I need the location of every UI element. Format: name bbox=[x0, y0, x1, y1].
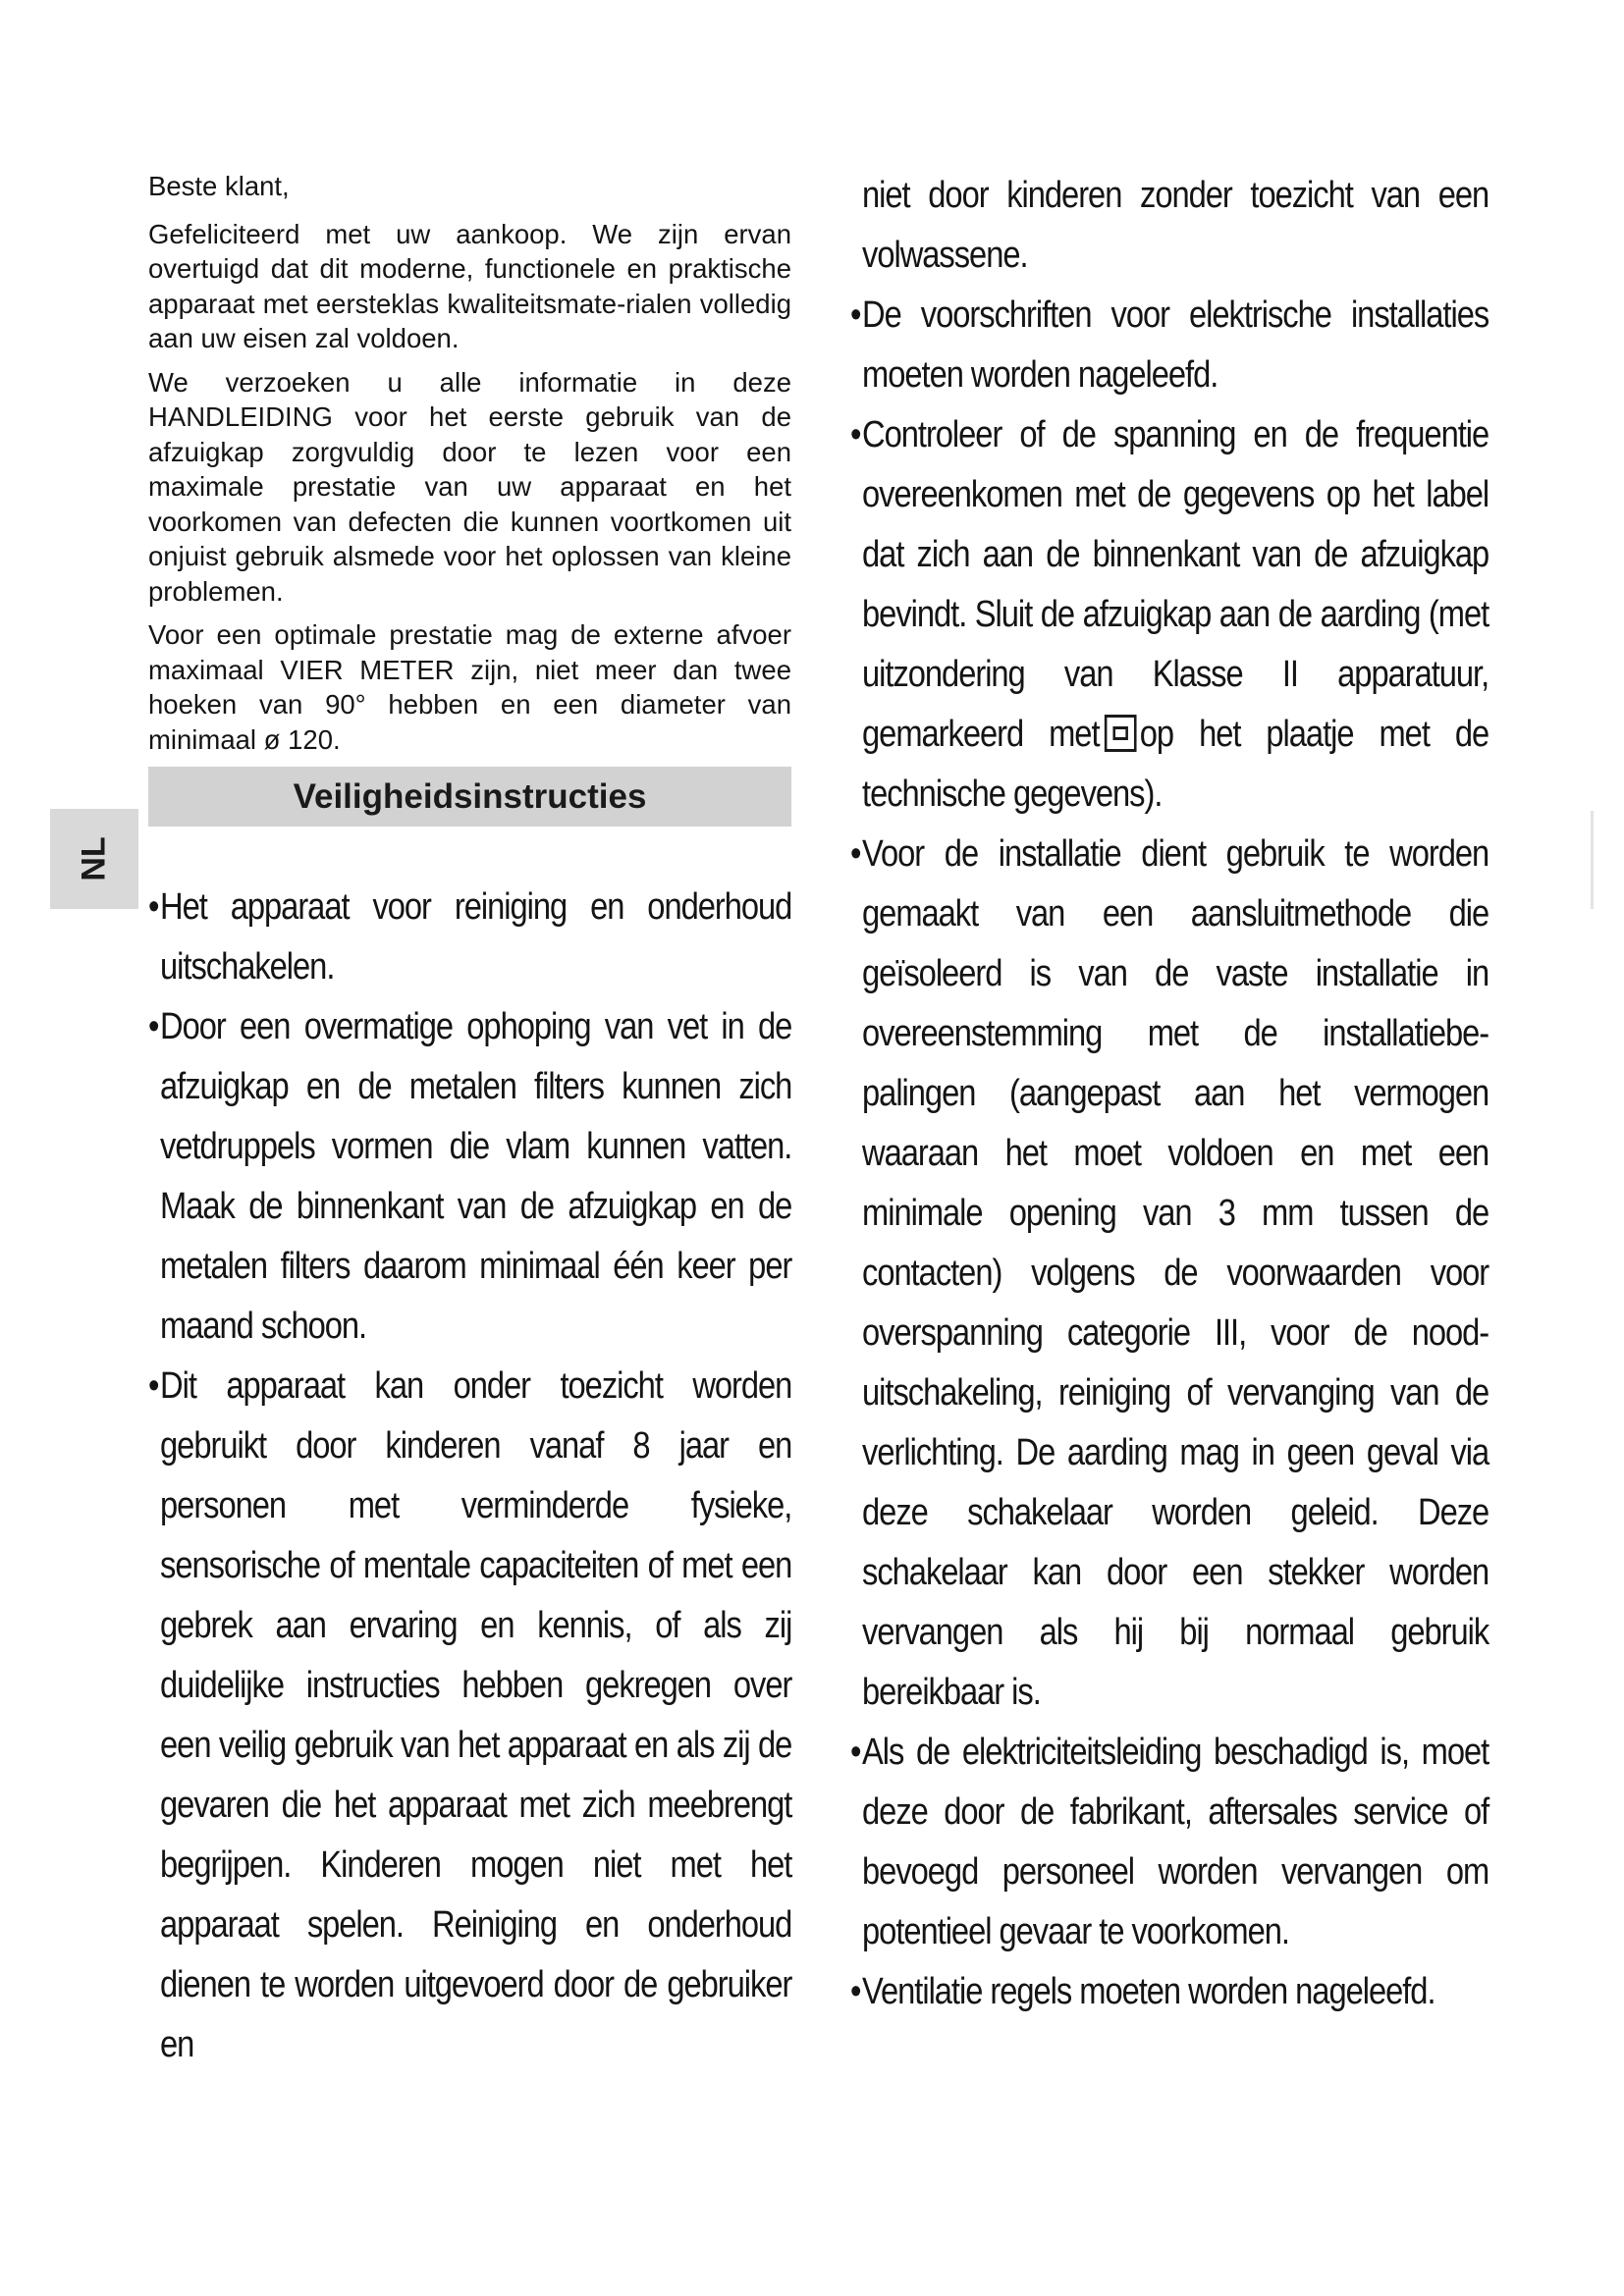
greeting: Beste klant, bbox=[148, 171, 290, 201]
section-header bbox=[148, 767, 791, 827]
left-column bbox=[148, 169, 791, 2075]
bullet-dot: • bbox=[850, 294, 861, 336]
intro-section bbox=[148, 169, 791, 757]
intro-paragraph-2: We verzoeken u alle informatie in deze HANDLEIDING voor het eerste gebruik van de afzuigkap zorgvuldig door te lezen voor een maximale prestatie van uw apparaat en het voorkomen van defecten die kunnen voortkomen uit onjuist gebruik alsmede voor het oplossen van kleine problemen. bbox=[148, 366, 791, 607]
list-item-text: niet door kinderen zonder toezicht van een volwassene. bbox=[862, 175, 1489, 276]
list-item-text-cont: op het plaatje met de technische gegevens). bbox=[862, 714, 1489, 815]
page-edge-mark bbox=[1591, 811, 1594, 909]
bullet-dot: • bbox=[850, 1732, 861, 1773]
list-item-text: De voorschriften voor elektrische installaties moeten worden nageleefd. bbox=[862, 294, 1489, 396]
left-bullet-list bbox=[148, 878, 791, 2075]
list-item bbox=[148, 878, 791, 997]
bullet-dot: • bbox=[148, 886, 159, 928]
bullet-dot: • bbox=[850, 414, 861, 455]
list-item bbox=[850, 286, 1489, 405]
list-item-text: Door een overmatige ophoping van vet in de afzuigkap en de metalen filters kunnen zich vetdruppels vormen die vlam kunnen vatten. Maak de binnenkant van de afzuigkap en de metalen filters daarom minimaal één keer per maand schoon. bbox=[160, 1006, 792, 1347]
list-item-text: Ventilatie regels moeten worden nageleefd. bbox=[862, 1971, 1435, 2012]
list-item bbox=[850, 1723, 1489, 1962]
list-item bbox=[850, 825, 1489, 1723]
right-column bbox=[850, 166, 1489, 2022]
list-item bbox=[850, 1962, 1489, 2022]
list-item-text: Als de elektriciteitsleiding beschadigd is, moet deze door de fabrikant, aftersales service of bevoegd personeel worden vervangen om potentieel gevaar te voorkomen. bbox=[862, 1732, 1489, 1952]
bullet-dot: • bbox=[148, 1006, 159, 1047]
list-item-text: Voor de installatie dient gebruik te worden gemaakt van een aansluitmethode die geïsoleerd is van de vaste installatie in overeenstemming met de installatiebe-palingen (aangepast aan het vermogen waaraan het moet voldoen en met een minimale opening van 3 mm tussen de contacten) volgens de voorwaarden voor overspanning categorie III, voor de nood-uitschakeling, reiniging of vervanging van de verlichting. De aarding mag in geen geval via deze schakelaar worden geleid. Deze schakelaar kan door een stekker worden vervangen als hij bij normaal gebruik bereikbaar is. bbox=[862, 833, 1489, 1713]
language-tab-label: NL bbox=[75, 836, 113, 881]
list-item bbox=[850, 405, 1489, 825]
list-item-continuation bbox=[850, 166, 1489, 286]
intro-paragraph-3: Voor een optimale prestatie mag de externe afvoer maximaal VIER METER zijn, niet meer dan twee hoeken van 90° hebben en een diameter van minimaal ø 120. bbox=[148, 619, 791, 755]
intro-paragraph-1: Gefeliciteerd met uw aankoop. We zijn ervan overtuigd dat dit moderne, functionele en praktische apparaat met eersteklas kwaliteitsmate-rialen volledig aan uw eisen zal voldoen. bbox=[148, 218, 791, 353]
right-bullet-list bbox=[850, 166, 1489, 2022]
language-tab bbox=[50, 809, 138, 909]
bullet-dot: • bbox=[850, 833, 861, 875]
section-title: Veiligheidsinstructies bbox=[293, 776, 647, 816]
bullet-dot: • bbox=[148, 1365, 159, 1407]
list-item-text: Het apparaat voor reiniging en onderhoud uitschakelen. bbox=[160, 886, 792, 988]
list-item-text: Controleer of de spanning en de frequentie overeenkomen met de gegevens op het label dat zich aan de binnenkant van de afzuigkap bevindt. Sluit de afzuigkap aan de aarding (met uitzondering van Klasse II apparatuur, gemarkeerd met bbox=[862, 414, 1489, 755]
list-item-text: Dit apparaat kan onder toezicht worden gebruikt door kinderen vanaf 8 jaar en personen met verminderde fysieke, sensorische of mentale capaciteiten of met een gebrek aan ervaring en kennis, of als zij duidelijke instructies hebben gekregen over een veilig gebruik van het apparaat en als zij de gevaren die het apparaat met zich meebrengt begrijpen. Kinderen mogen niet met het apparaat spelen. Reiniging en onderhoud dienen te worden uitgevoerd door de gebruiker en bbox=[160, 1365, 792, 2065]
list-item bbox=[148, 1357, 791, 2075]
bullet-dot: • bbox=[850, 1971, 861, 2012]
class-ii-double-insulation-icon bbox=[1105, 715, 1137, 752]
list-item bbox=[148, 997, 791, 1357]
